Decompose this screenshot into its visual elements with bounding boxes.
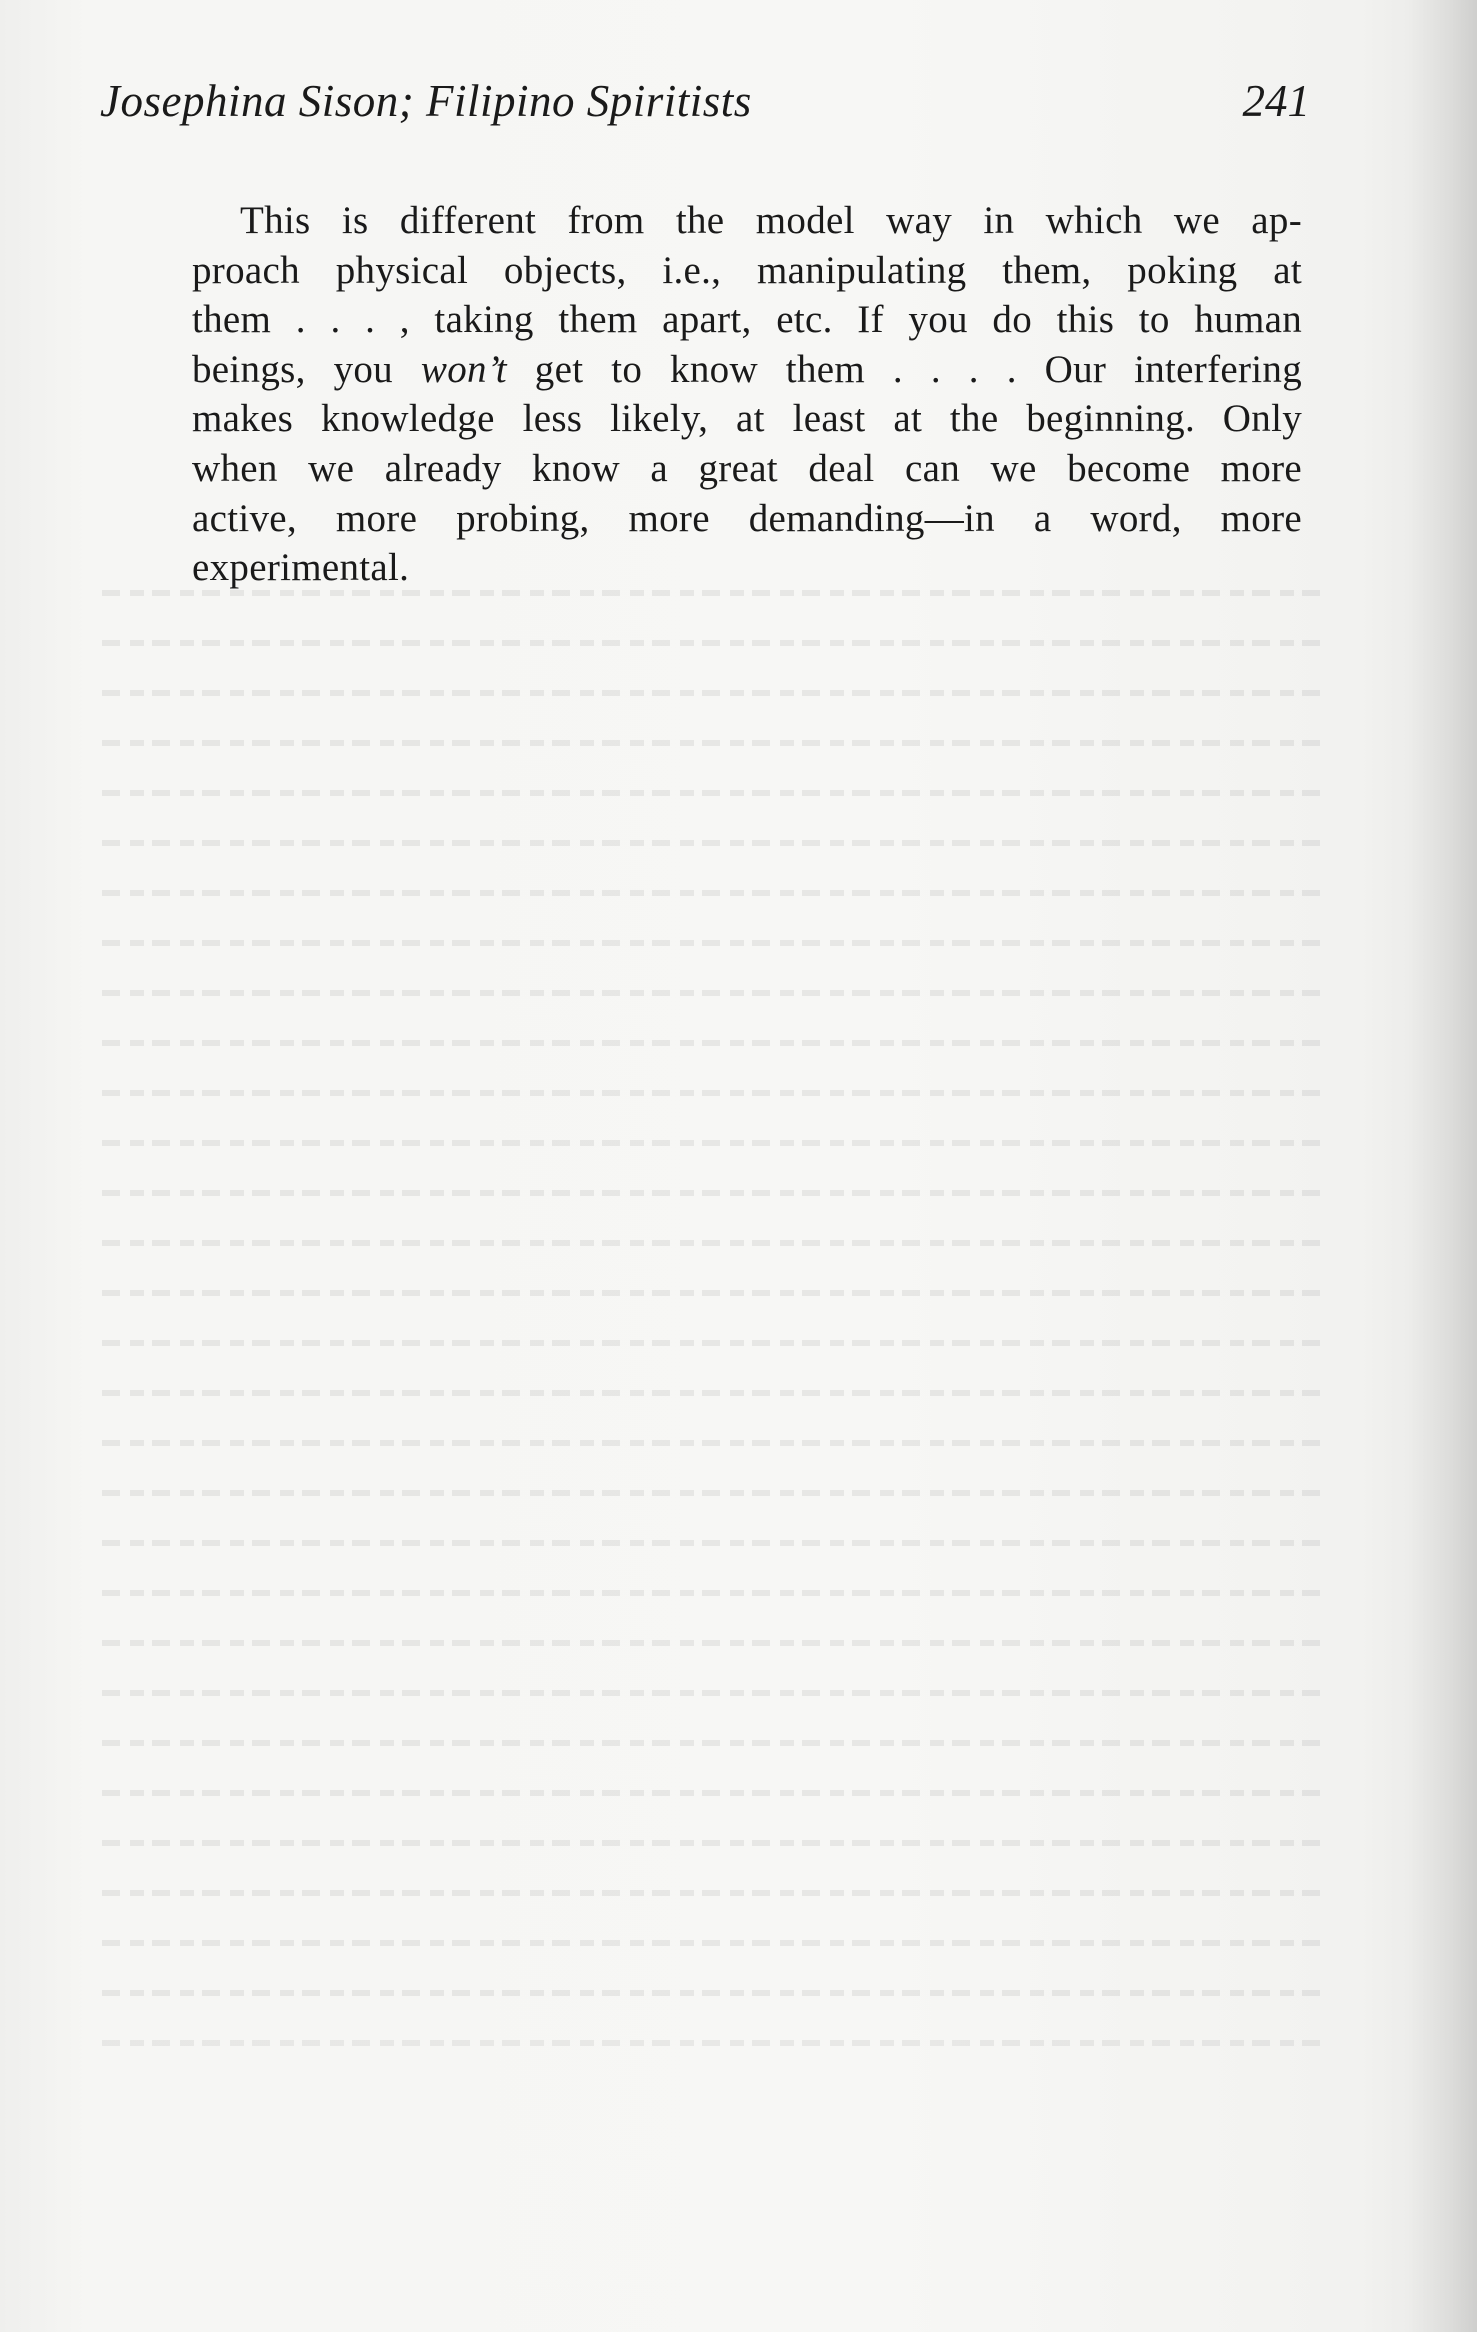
block-quote (192, 196, 1302, 593)
quote-line-5: makes knowledge less likely, at least at the beginning. Only (192, 397, 1302, 441)
quote-line-1: This is different from the model way in which we ap- (240, 199, 1302, 242)
show-through-from-reverse-page (100, 560, 1320, 2180)
quote-line-3: them . . . , taking them apart, etc. If you do this to human (192, 298, 1302, 342)
spine-shadow (1407, 0, 1477, 2332)
quote-line-8: experimental. (192, 546, 410, 590)
quote-line-2: proach physical objects, i.e., manipulating them, poking at (192, 248, 1302, 292)
emphasized-word: won’t (420, 347, 507, 391)
quote-line-6: when we already know a great deal can we become more (192, 446, 1302, 490)
quote-line-4-end: get to know them . . . . Our interfering (506, 347, 1302, 391)
page-number: 241 (1242, 76, 1310, 126)
running-head (100, 66, 1310, 136)
quote-line-4 (192, 345, 1302, 395)
running-title: Josephina Sison; Filipino Spiritists (100, 76, 752, 126)
quote-line-4-start: beings, you (192, 347, 421, 391)
quote-line-7: active, more probing, more demanding—in a word, more (192, 496, 1302, 540)
